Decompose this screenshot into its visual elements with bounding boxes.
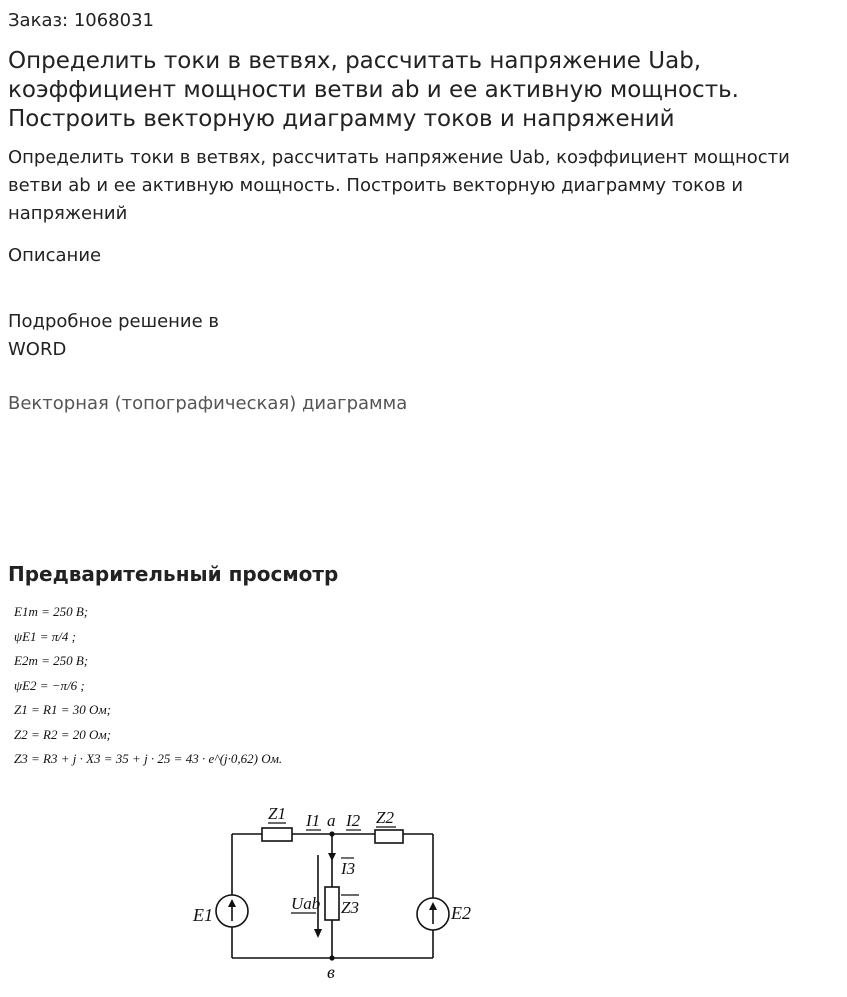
page-title: Определить токи в ветвях, рассчитать напряжение Uab, коэффициент мощности ветви ab и ее активную мощность. Построить векторную диаграмму токов и напряжений <box>8 48 739 132</box>
task-description: Определить токи в ветвях, рассчитать напряжение Uab, коэффициент мощности ветви ab и ее активную мощность. Построить векторную диаграмму токов и напряжений <box>8 147 790 224</box>
label-z1: Z1 <box>268 804 286 823</box>
formula-line: Z3 = R3 + j · X3 = 35 + j · 25 = 43 · e^(j·0,62) Ом. <box>14 751 283 766</box>
formula-line: Z2 = R2 = 20 Ом; <box>14 726 111 742</box>
formula-line: Z1 = R1 = 30 Ом; <box>14 702 111 717</box>
label-i3: I3 <box>341 859 356 878</box>
arrow-head <box>328 853 336 861</box>
label-e1: E1 <box>193 905 213 925</box>
label-i2: I2 <box>346 811 361 830</box>
label-z2: Z2 <box>376 808 394 827</box>
node-a-dot <box>329 831 334 836</box>
arrow-head <box>429 902 437 910</box>
label-node-b: в <box>327 962 335 982</box>
formula-line: ψE2 = −π/6 ; <box>14 677 85 693</box>
arrow-head <box>228 899 236 907</box>
preview-heading: Предварительный просмотр <box>8 562 339 586</box>
label-uab: Uab <box>291 894 321 913</box>
resistor-z1 <box>262 828 292 841</box>
label-z3: Z3 <box>341 898 359 917</box>
word-solution-label: Подробное решение в WORD <box>8 311 220 360</box>
order-number: Заказ: 1068031 <box>8 10 154 31</box>
node-b-dot <box>329 955 334 960</box>
formula-line: E2m = 250 В; <box>14 653 89 668</box>
label-e2: E2 <box>451 903 471 923</box>
label-node-a: a <box>327 811 336 830</box>
arrow-head <box>314 929 322 938</box>
label-i1: I1 <box>306 811 321 830</box>
description-label: Описание <box>8 245 102 266</box>
circuit-diagram <box>170 795 490 990</box>
vector-diagram-label: Векторная (топографическая) диаграмма <box>8 393 408 414</box>
resistor-z3 <box>325 887 339 920</box>
given-data-formulas <box>14 600 282 772</box>
formula-line: E1m = 250 В; <box>14 604 89 619</box>
formula-line: ψE1 = π/4 ; <box>14 628 76 644</box>
resistor-z2 <box>375 830 403 843</box>
